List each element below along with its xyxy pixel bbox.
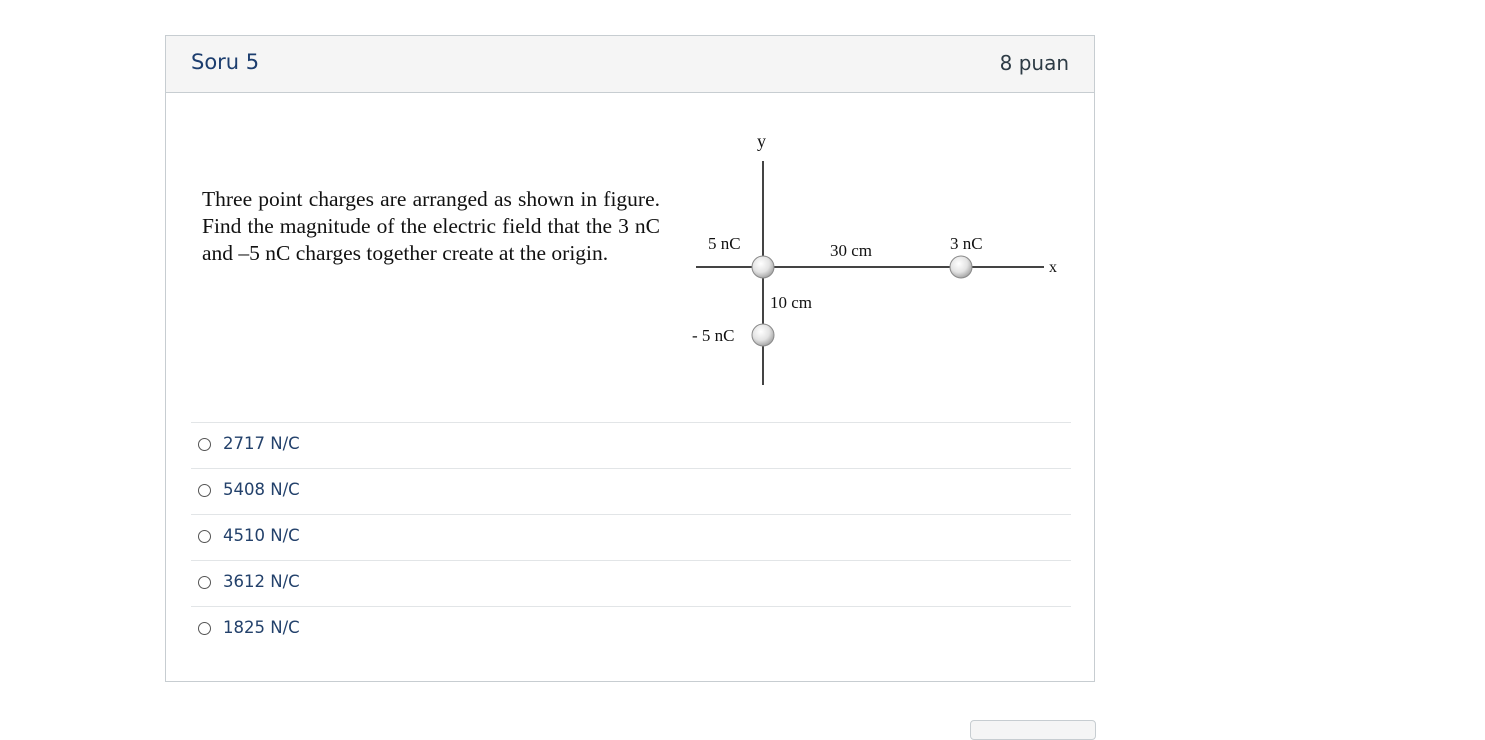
charge-below-ball xyxy=(752,324,774,346)
question-card xyxy=(165,35,1095,682)
question-title: Soru 5 xyxy=(191,50,260,74)
answer-list xyxy=(191,422,1071,653)
charge-origin-label: 5 nC xyxy=(708,234,741,253)
charge-right-ball xyxy=(950,256,972,278)
radio-button[interactable] xyxy=(198,438,211,451)
x-axis-label: x xyxy=(1049,259,1057,276)
answer-option[interactable] xyxy=(191,560,1071,606)
question-text: Three point charges are arranged as shown in figure. Find the magnitude of the electric field that the 3 nC and –5 nC charges together create at the origin. xyxy=(202,187,660,265)
radio-button[interactable] xyxy=(198,484,211,497)
next-button[interactable] xyxy=(970,720,1096,740)
answer-option[interactable] xyxy=(191,514,1071,560)
radio-button[interactable] xyxy=(198,576,211,589)
answer-label[interactable]: 1825 N/C xyxy=(223,618,300,637)
y-axis-label: y xyxy=(757,133,766,151)
radio-button[interactable] xyxy=(198,622,211,635)
answer-label[interactable]: 2717 N/C xyxy=(223,434,300,453)
answer-option[interactable] xyxy=(191,606,1071,653)
charge-origin-ball xyxy=(752,256,774,278)
radio-button[interactable] xyxy=(198,530,211,543)
question-points: 8 puan xyxy=(999,51,1069,75)
question-body xyxy=(166,93,1094,423)
charge-right-label: 3 nC xyxy=(950,234,983,253)
distance-horizontal-label: 30 cm xyxy=(830,241,873,260)
answer-label[interactable]: 4510 N/C xyxy=(223,526,300,545)
answer-option[interactable] xyxy=(191,468,1071,514)
answer-label[interactable]: 5408 N/C xyxy=(223,480,300,499)
answer-label[interactable]: 3612 N/C xyxy=(223,572,300,591)
distance-vertical-label: 10 cm xyxy=(770,293,813,312)
charges-figure xyxy=(688,133,1068,413)
answer-option[interactable] xyxy=(191,422,1071,468)
charge-below-label: - 5 nC xyxy=(692,326,735,345)
question-header xyxy=(166,36,1094,93)
